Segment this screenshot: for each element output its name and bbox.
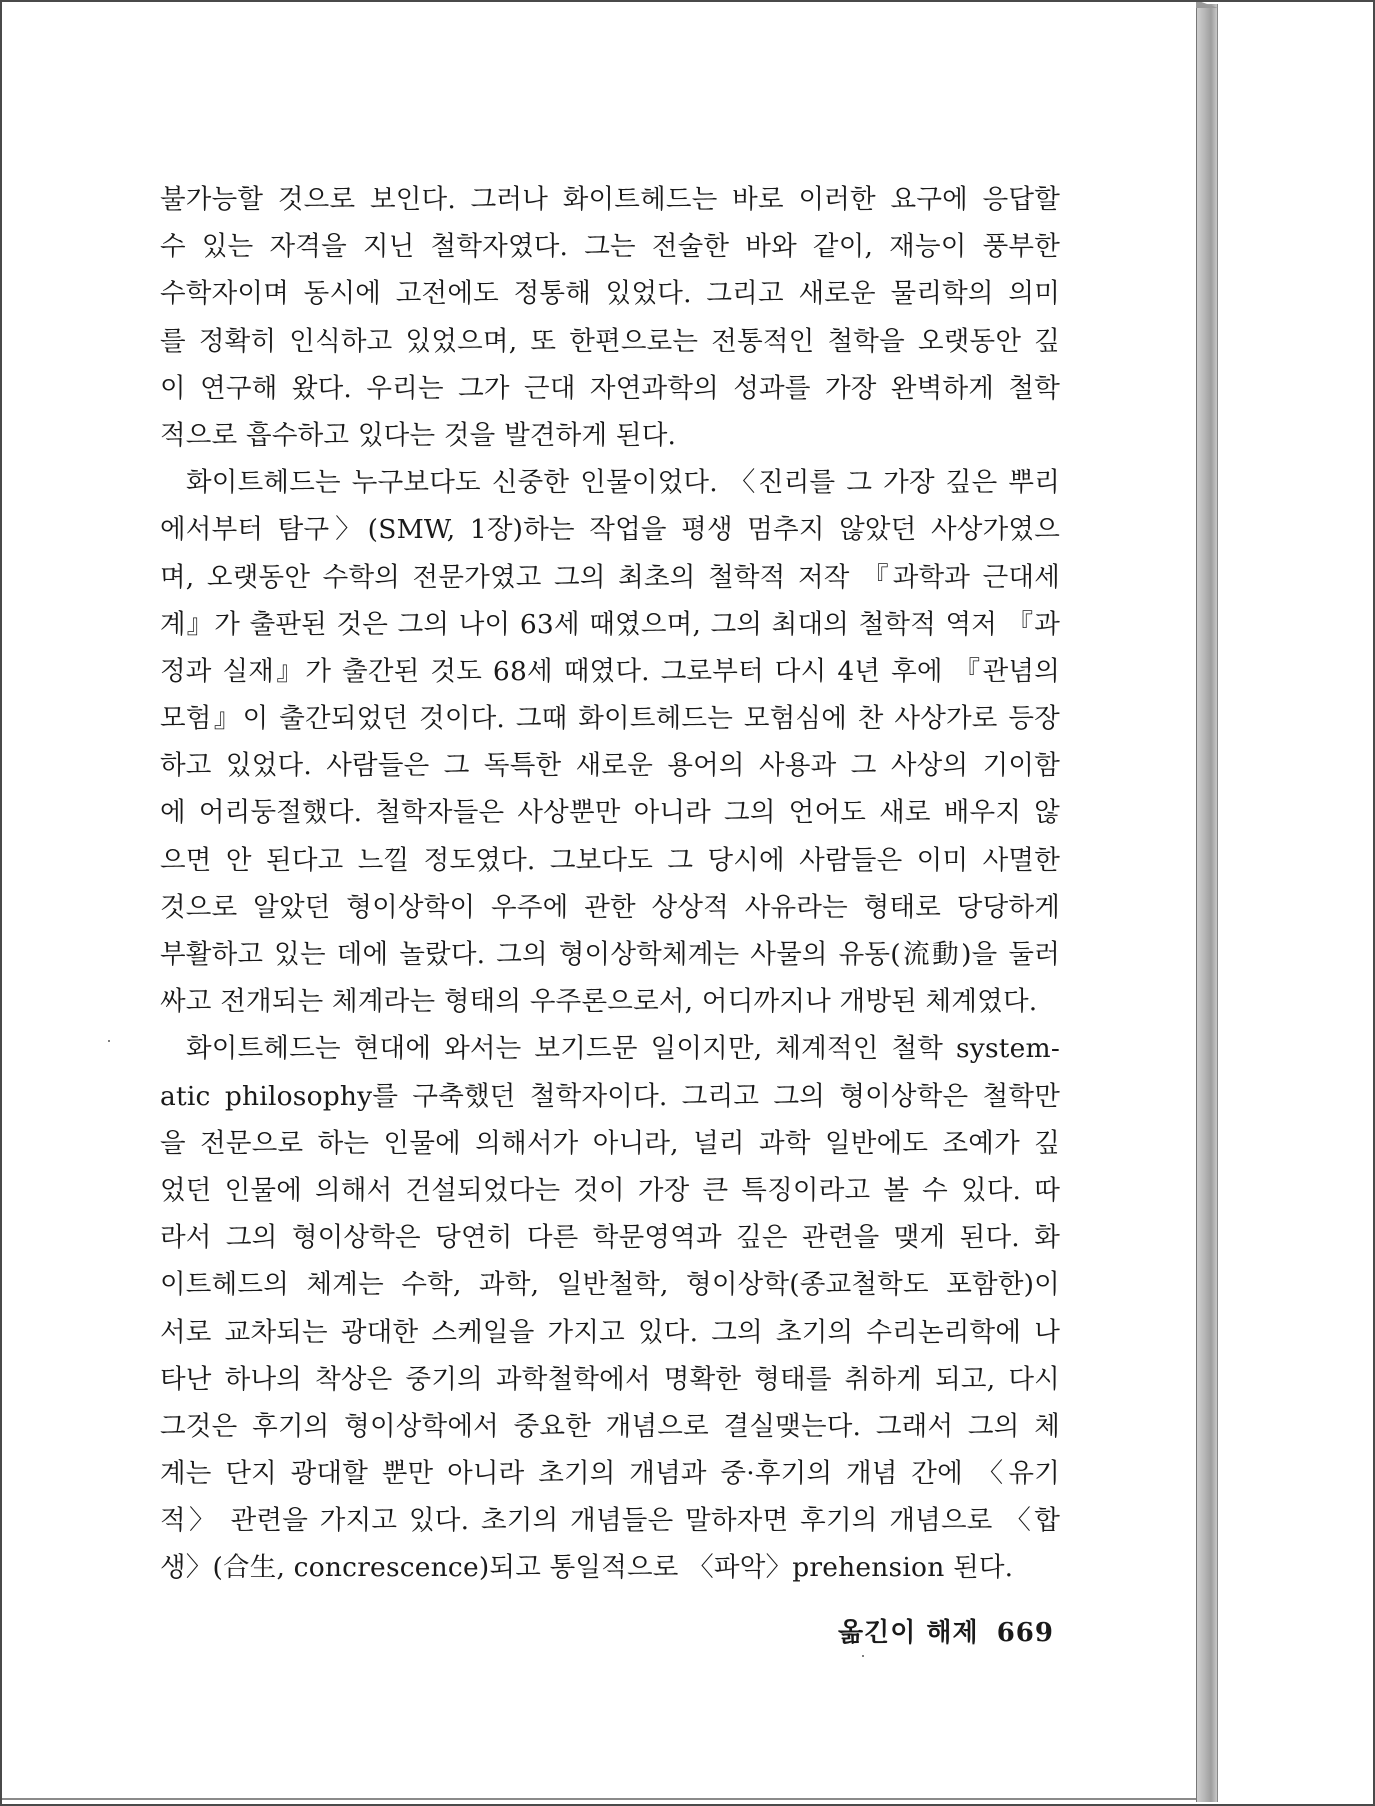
text-line: 며, 오랫동안 수학의 전문가였고 그의 최초의 철학적 저작 『과학과 근대세: [160, 561, 1060, 593]
text-line: 부활하고 있는 데에 놀랐다. 그의 형이상학체계는 사물의 유동(流動)을 둘러: [160, 939, 1060, 970]
text-line: 수학자이며 동시에 고전에도 정통해 있었다. 그리고 새로운 물리학의 의미: [160, 278, 1060, 310]
text-line: atic philosophy를 구축했던 철학자이다. 그리고 그의 형이상학은 철학만: [160, 1080, 1060, 1112]
text-line: 하고 있었다. 사람들은 그 독특한 새로운 용어의 사용과 그 사상의 기이함: [160, 750, 1060, 782]
running-footer-section: 옮긴이 해제: [838, 1618, 979, 1648]
page-footer: [838, 1612, 1054, 1649]
page-stack-edge: [1196, 4, 1218, 1802]
text-line: 모험』이 출간되었던 것이다. 그때 화이트헤드는 모험심에 찬 사상가로 등장: [160, 703, 1060, 735]
text-line: 서로 교차되는 광대한 스케일을 가지고 있다. 그의 초기의 수리논리학에 나: [160, 1316, 1060, 1348]
text-line: 그것은 후기의 형이상학에서 중요한 개념으로 결실맺는다. 그래서 그의 체: [160, 1410, 1060, 1442]
text-line: 적〉 관련을 가지고 있다. 초기의 개념들은 말하자면 후기의 개념으로 〈합: [160, 1505, 1060, 1537]
text-line: 을 전문으로 하는 인물에 의해서가 아니라, 널리 과학 일반에도 조예가 깊: [160, 1127, 1060, 1159]
text-line: 화이트헤드는 누구보다도 신중한 인물이었다. 〈진리를 그 가장 깊은 뿌리: [186, 467, 1060, 499]
text-line: 이 연구해 왔다. 우리는 그가 근대 자연과학의 성과를 가장 완벽하게 철학: [160, 372, 1060, 404]
text-line: 으면 안 된다고 느낄 정도였다. 그보다도 그 당시에 사람들은 이미 사멸한: [160, 844, 1060, 876]
text-line: 타난 하나의 착상은 중기의 과학철학에서 명확한 형태를 취하게 되고, 다시: [160, 1363, 1060, 1395]
body-text: [160, 176, 1060, 1592]
text-line: 화이트헤드는 현대에 와서는 보기드문 일이지만, 체계적인 철학 system-: [186, 1033, 1060, 1065]
page-stack-corner: [1196, 0, 1218, 8]
text-line: 수 있는 자격을 지닌 철학자였다. 그는 전술한 바와 같이, 재능이 풍부한: [160, 231, 1060, 263]
text-line: 불가능할 것으로 보인다. 그러나 화이트헤드는 바로 이러한 요구에 응답할: [160, 184, 1060, 215]
text-line: 계』가 출판된 것은 그의 나이 63세 때였으며, 그의 최대의 철학적 역저 『과: [160, 608, 1060, 640]
text-line: 싸고 전개되는 체계라는 형태의 우주론으로서, 어디까지나 개방된 체계였다.: [160, 986, 1038, 1018]
text-line: 에서부터 탐구〉(SMW, 1장)하는 작업을 평생 멈추지 않았던 사상가였으: [160, 514, 1060, 546]
text-line: 이트헤드의 체계는 수학, 과학, 일반철학, 형이상학(종교철학도 포함한)이: [160, 1269, 1060, 1301]
text-line: 었던 인물에 의해서 건설되었다는 것이 가장 큰 특징이라고 볼 수 있다. 따: [160, 1174, 1060, 1206]
text-line: 에 어리둥절했다. 철학자들은 사상뿐만 아니라 그의 언어도 새로 배우지 않: [160, 797, 1060, 829]
text-line: 정과 실재』가 출간된 것도 68세 때였다. 그로부터 다시 4년 후에 『관념의: [160, 655, 1060, 687]
page-number: 669: [996, 1618, 1054, 1648]
text-line: 것으로 알았던 형이상학이 우주에 관한 상상적 사유라는 형태로 당당하게: [160, 891, 1060, 923]
scan-speck: [108, 1040, 110, 1042]
text-line: 적으로 흡수하고 있다는 것을 발견하게 된다.: [160, 419, 677, 451]
scan-speck: [862, 1655, 864, 1657]
text-line: 를 정확히 인식하고 있었으며, 또 한편으로는 전통적인 철학을 오랫동안 깊: [160, 325, 1060, 357]
text-line: 라서 그의 형이상학은 당연히 다른 학문영역과 깊은 관련을 맺게 된다. 화: [160, 1222, 1060, 1254]
text-line: 생〉(合生, concrescence)되고 통일적으로 〈파악〉prehension 된다.: [160, 1552, 1014, 1584]
text-line: 계는 단지 광대할 뿐만 아니라 초기의 개념과 중·후기의 개념 간에 〈유기: [160, 1458, 1060, 1490]
